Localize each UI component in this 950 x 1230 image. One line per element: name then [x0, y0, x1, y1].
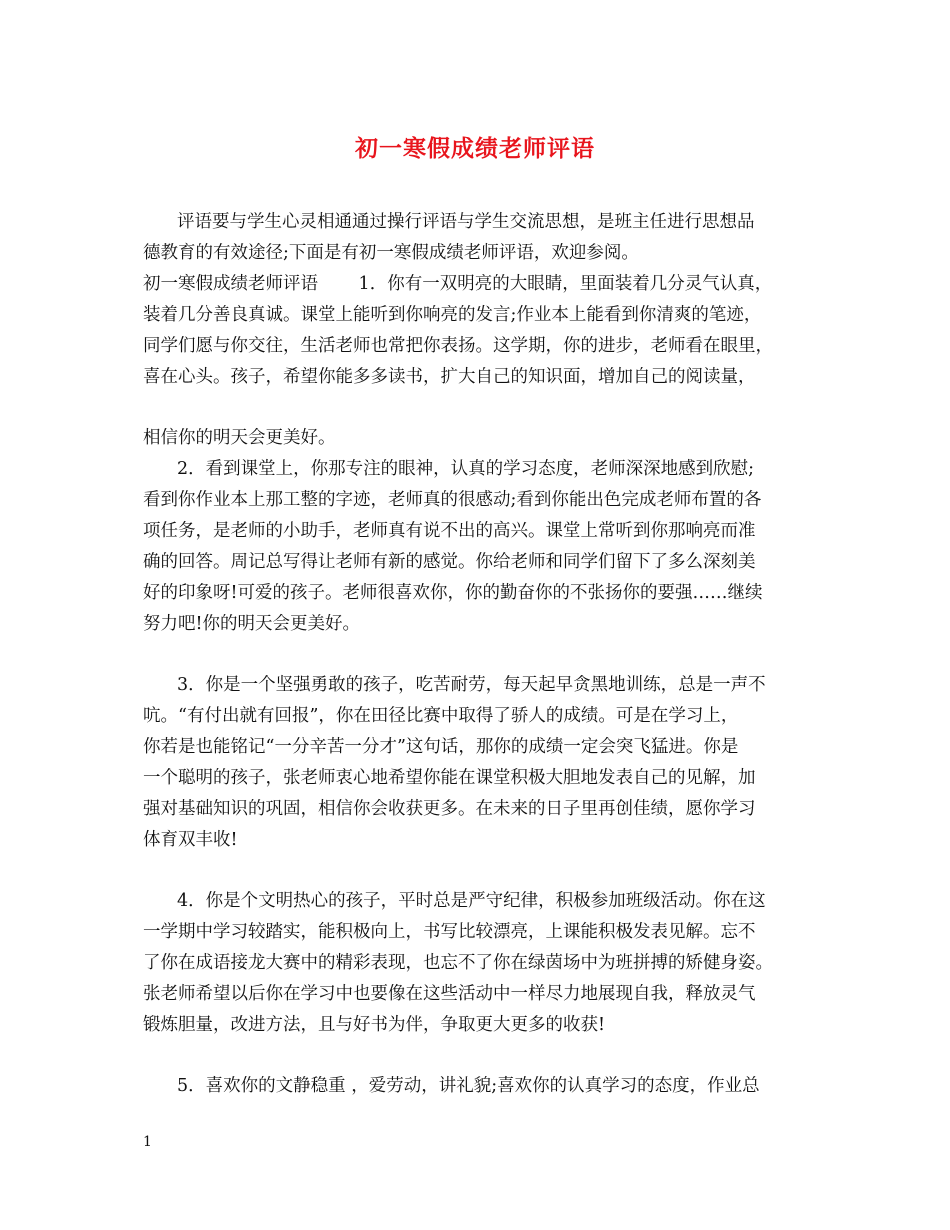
- text-line: 5．喜欢你的文静稳重 ，爱劳动，讲礼貌;喜欢你的认真学习的态度，作业总: [177, 1076, 760, 1096]
- page-number: 1: [143, 1134, 152, 1150]
- document-title: 初一寒假成绩老师评语: [355, 135, 595, 162]
- text-line: 看到你作业本上那工整的字迹，老师真的很感动;看到你能出色完成老师布置的各: [143, 490, 762, 510]
- text-line: 张老师希望以后你在学习中也要像在这些活动中一样尽力地展现自我，释放灵气: [143, 984, 756, 1004]
- text-line: 2．看到课堂上，你那专注的眼神，认真的学习态度，老师深深地感到欣慰;: [177, 459, 755, 479]
- text-line: 项任务，是老师的小助手，老师真有说不出的高兴。课堂上常听到你那响亮而准: [143, 521, 756, 541]
- text-line: 确的回答。周记总写得让老师有新的感觉。你给老师和同学们留下了多么深刻美: [143, 552, 756, 572]
- text-line: 初一寒假成绩老师评语 1．你有一双明亮的大眼睛，里面装着几分灵气认真，: [143, 274, 773, 294]
- text-line: 吭。“有付出就有回报”，你在田径比赛中取得了骄人的成绩。可是在学习上，: [143, 706, 739, 726]
- text-line: 好的印象呀!可爱的孩子。老师很喜欢你，你的勤奋你的不张扬你的要强……继续: [143, 583, 763, 603]
- text-line: 相信你的明天会更美好。: [143, 428, 336, 448]
- text-line: 喜在心头。孩子，希望你能多多读书，扩大自己的知识面，增加自己的阅读量，: [143, 367, 756, 387]
- text-line: 同学们愿与你交往，生活老师也常把你表扬。这学期，你的进步，老师看在眼里，: [143, 336, 773, 356]
- text-line: 你若是也能铭记“一分辛苦一分才”这句话，那你的成绩一定会突飞猛进。你是: [143, 737, 739, 757]
- text-line: 装着几分善良真诚。课堂上能听到你响亮的发言;作业本上能看到你清爽的笔迹，: [143, 305, 762, 325]
- text-line: 了你在成语接龙大赛中的精彩表现，也忘不了你在绿茵场中为班拼搏的矫健身姿。: [143, 953, 773, 973]
- text-line: 德教育的有效途径;下面是有初一寒假成绩老师评语，欢迎参阅。: [143, 243, 639, 263]
- text-line: 锻炼胆量，改进方法，且与好书为伴，争取更大更多的收获!: [143, 1015, 606, 1035]
- text-line: 强对基础知识的巩固，相信你会收获更多。在未来的日子里再创佳绩，愿你学习: [143, 799, 756, 819]
- text-line: 4．你是个文明热心的孩子，平时总是严守纪律，积极参加班级活动。你在这: [177, 891, 766, 911]
- text-line: 努力吧!你的明天会更美好。: [143, 614, 361, 634]
- text-line: 体育双丰收!: [143, 830, 238, 850]
- text-line: 一个聪明的孩子，张老师衷心地希望你能在课堂积极大胆地发表自己的见解，加: [143, 768, 756, 788]
- text-line: 评语要与学生心灵相通通过操行评语与学生交流思想，是班主任进行思想品: [177, 212, 755, 232]
- text-line: 一学期中学习较踏实，能积极向上，书写比较漂亮，上课能积极发表见解。忘不: [143, 922, 756, 942]
- text-line: 3．你是一个坚强勇敢的孩子，吃苦耐劳，每天起早贪黑地训练，总是一声不: [177, 675, 766, 695]
